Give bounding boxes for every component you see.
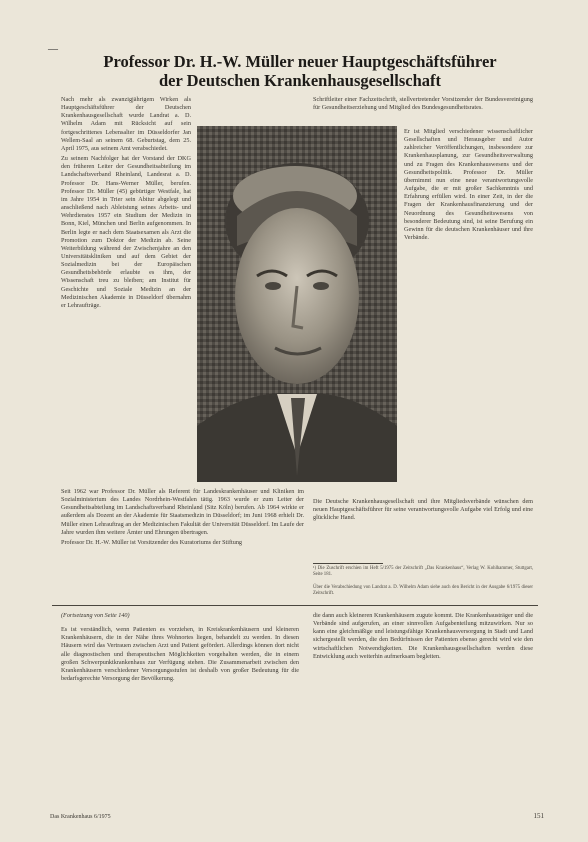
margin-mark: — xyxy=(48,44,58,55)
section-divider xyxy=(52,605,538,606)
continuation-left-text: Es ist verständlich, wenn Patienten es vorziehen, in Kreiskrankenhäusern und kleineren Krankenhäusern, die in der Nähe ihres Wohnortes liegen, behandelt zu werden. In diesen Häusern wird das Vertrauen zwischen Arzt und Patient gefördert. Allerdings können dort nicht alle diagnostischen und therapeutischen Möglichkeiten vorgehalten werden, die in einem großen Schwerpunktkrankenhaus zur Verfügung stehen. Die Zusammenarbeit zwischen den Krankenhäusern verschiedener Versorgungsstufen ist deshalb von großer Bedeutung für die bedarfsgerechte Versorgung der Bevölkerung. xyxy=(61,626,299,683)
footer-journal: Das Krankenhaus 6/1975 xyxy=(50,814,111,820)
continuation-label: (Fortsetzung von Seite 140) xyxy=(61,612,130,619)
article-lead: Nach mehr als zwanzigjährigem Wirken als Hauptgeschäftsführer der Deutschen Krankenhausgesellschaft wurde Landrat a. D. Wilhelm Adam mit Rücksicht auf sein fortgeschrittenes Lebensalter im Düsseldorfer Jan Wellem-Saal an seinem 68. Geburtstag, dem 25. April 1975, aus seinem Amt verabschiedet. xyxy=(61,96,191,152)
article-column-bottom-right xyxy=(313,498,533,540)
article-body-right: Er ist Mitglied verschiedener wissenschaftlicher Gesellschaften und Herausgeber und Autor zahlreicher Veröffentlichungen, insbesondere zur Krankenhausplanung, zur Gesundheitsverwaltung und zu Fragen des Krankenhauswesens und der Gesundheitspolitik. Professor Dr. Müller übernimmt nun eine neue verantwortungsvolle Aufgabe, die er mit großer Sachkenntnis und Erfahrung erfüllen wird. In einer Zeit, in der die Fragen der Krankenhausfinanzierung und der Neuordnung des Gesundheitswesens von besonderer Bedeutung sind, ist seine Berufung ein Gewinn für die deutschen Krankenhäuser und ihre Verbände. xyxy=(404,128,533,242)
article-column-right xyxy=(404,128,533,498)
article-end-left: Professor Dr. H.-W. Müller ist Vorsitzender des Kuratoriums der Stiftung xyxy=(61,538,243,546)
continuation-column-left xyxy=(61,612,299,808)
footnote-rule xyxy=(313,563,383,564)
headline-line-2: der Deutschen Krankenhausgesellschaft xyxy=(158,71,442,90)
article-column-right-top xyxy=(313,96,533,112)
article-body-left: Zu seinem Nachfolger hat der Vorstand der DKG den früheren Leiter der Gesundheitsabteilung im Landschaftsverband Rheinland, Landesrat a. D. Professor Dr. Hans-Werner Müller, berufen. Professor Dr. Müller (45) gebürtiger Westfale, hat im Jahre 1954 in Trier sein Abitur abgelegt und anschließend nach Ableistung seines Arbeits- und Wehrdienstes 1957 ein Studium der Medizin in Bonn, Kiel, München und Berlin aufgenommen. In Berlin legte er nach dem Staatsexamen als Arzt die Promotion zum Doktor der Medizin ab. Seine Weiterbildung während der Zwischenjahre an den Universitätskliniken und auf dem Gebiet der Sozialmedizin bei der Europäischen Gesundheitsbehörde erlaubte es ihm, der Wissenschaft treu zu bleiben; am Institut für Geschichte und Soziale Medizin an der Medizinischen Akademie in Düsseldorf übernahm er Lehraufträge. xyxy=(61,155,191,309)
article-full-width: Seit 1962 war Professor Dr. Müller als Referent für Landeskrankenhäuser und Kliniken im Sozialministerium des Landes Nordrhein-Westfalen tätig. 1963 wurde er zum Leiter der Gesundheitsabteilung im Landschaftsverband Rheinland (Sitz Köln) berufen. Ab 1964 wirkte er außerdem als Dozent an der Akademie für Staatsmedizin in Düsseldorf; im Juni 1968 erhielt Dr. Müller einen Lehrauftrag an der Medizinischen Fakultät der Universität Düsseldorf. Im Laufe der Jahre wurden ihm weitere Ämter und Ehrungen übertragen. xyxy=(61,488,304,536)
headline-line-1: Professor Dr. H.-W. Müller neuer Hauptgeschäftsführer xyxy=(103,52,497,71)
article-right-tail: Die Deutsche Krankenhausgesellschaft und ihre Mitgliedsverbände wünschen dem neuen Hauptgeschäftsführer für seine verantwortungsvolle Aufgabe viel Erfolg und eine glückliche Hand. xyxy=(313,498,533,522)
headline xyxy=(60,52,540,90)
footnote-2: Über die Verabschiedung von Landrat a. D. Wilhelm Adam siehe auch den Bericht in der Ausgabe 6/1975 dieser Zeitschrift. xyxy=(313,585,533,597)
footnote-1: ¹) Die Zuschrift erschien im Heft 5/1975 der Zeitschrift „Das Krankenhaus“, Verlag W. Kohlhammer, Stuttgart, Seite 181. xyxy=(313,566,533,578)
portrait-photo xyxy=(197,126,397,482)
page-number: 151 xyxy=(533,812,544,820)
article-right-top: Schriftleiter einer Fachzeitschrift, stellvertretender Vorsitzender der Bundesvereinigung für Gesundheitserziehung und Mitglied des Bundesgesundheitsrates. xyxy=(313,96,533,112)
article-column-left xyxy=(61,96,191,484)
continuation-right-text: die dann auch kleineren Krankenhäusern zugute kommt. Die Krankenhausträger und die Verbände sind aufgerufen, an einer sinnvollen Aufgabenteilung mitzuwirken. Nur so kann eine gleichmäßige und leistungsfähige Krankenhausversorgung in Stadt und Land sichergestellt werden, die den Bedürfnissen der Patienten ebenso gerecht wird wie den wirtschaftlichen Notwendigkeiten. Die Krankenhausgesellschaften werden diese Entwicklung auch weiterhin aufmerksam begleiten. xyxy=(313,612,533,660)
article-column-bottom-left xyxy=(61,488,304,584)
continuation-column-right xyxy=(313,612,533,808)
